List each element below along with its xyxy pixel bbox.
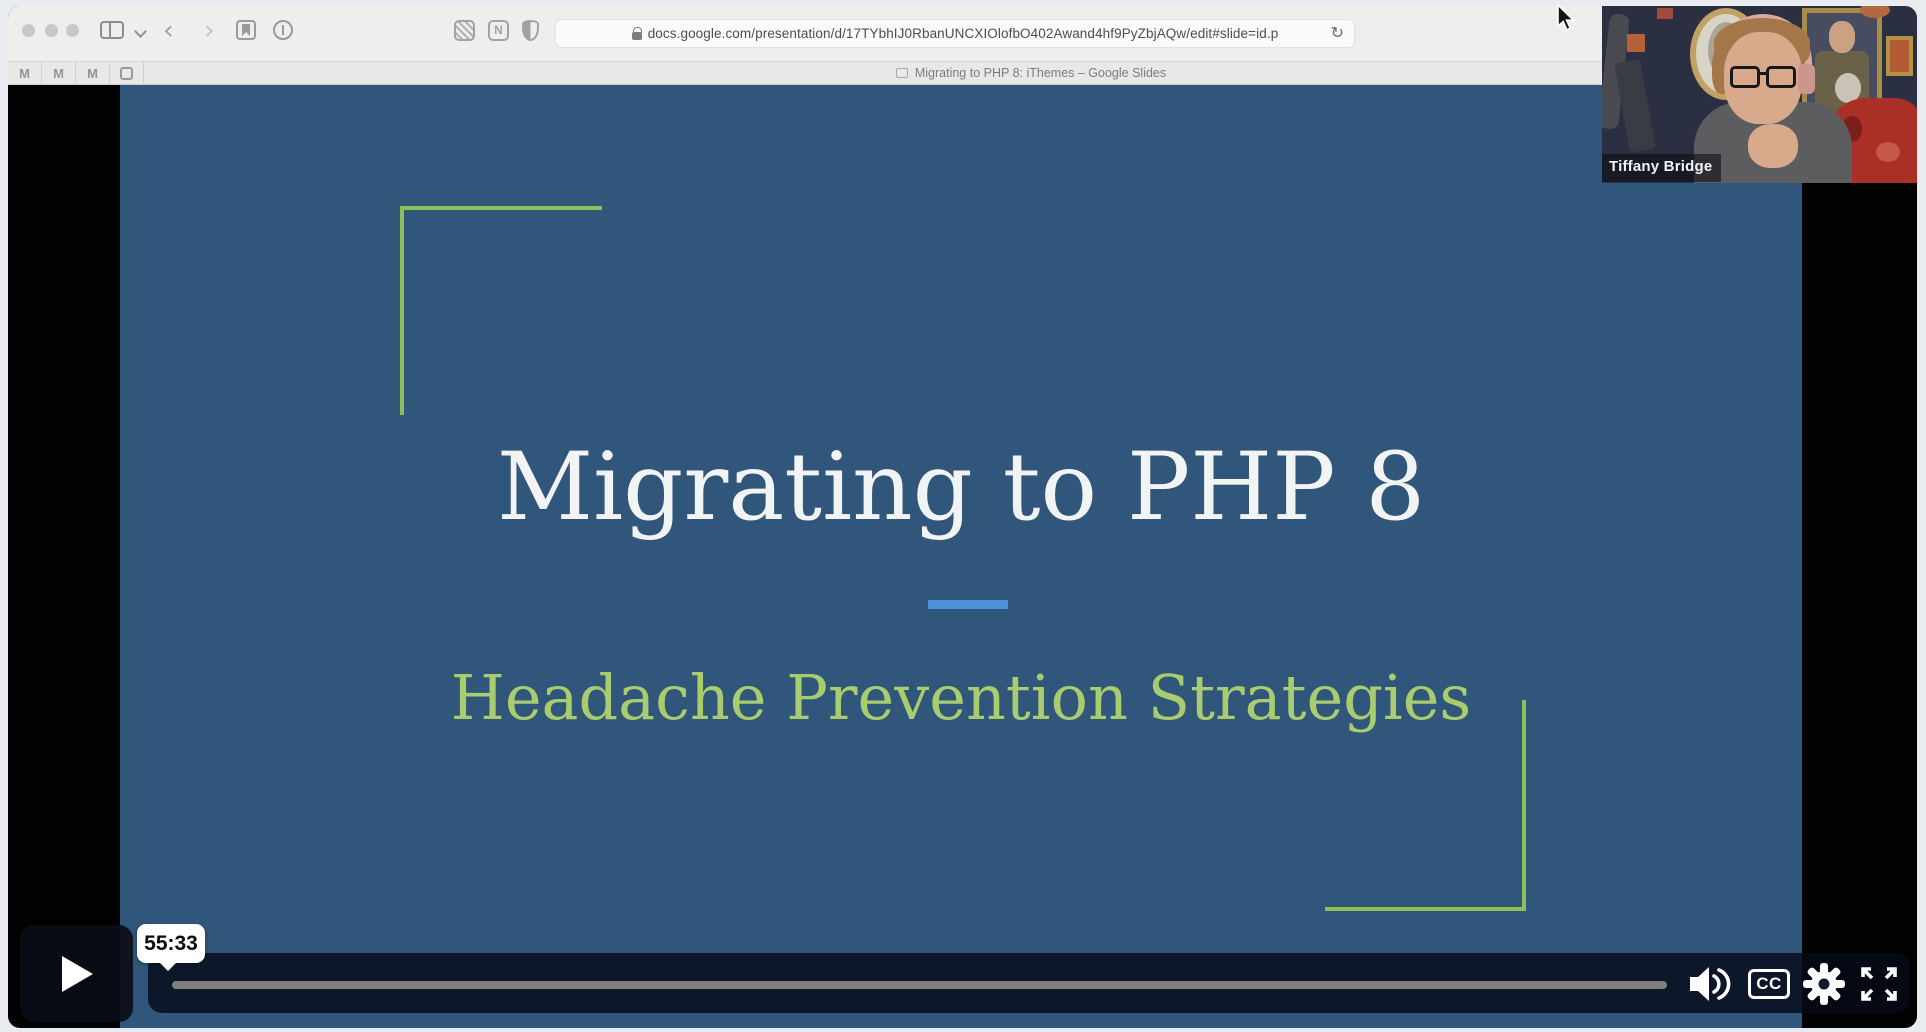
seek-time-tooltip (137, 924, 205, 963)
small-frame-1 (1627, 34, 1645, 52)
privacy-icon[interactable] (273, 20, 293, 40)
mouse-cursor-icon (1556, 4, 1576, 37)
speaker-hands (1748, 124, 1798, 168)
reload-icon[interactable]: ↻ (1330, 23, 1344, 42)
play-button[interactable] (20, 925, 133, 1022)
headphone-cup (1798, 64, 1815, 94)
play-icon (60, 955, 94, 993)
glasses-right-lens (1766, 66, 1796, 88)
pinned-tab-icon (120, 67, 133, 80)
window-close-button[interactable] (22, 24, 35, 37)
video-player[interactable] (8, 6, 1917, 1028)
top-left-bracket-vertical (400, 206, 404, 415)
password-extension-icon[interactable] (522, 20, 539, 41)
chair-pattern-2 (1876, 142, 1900, 162)
glasses-left-lens (1730, 66, 1760, 88)
mic-arm (1614, 59, 1655, 152)
small-frame-2 (1657, 8, 1673, 19)
url-text: docs.google.com/presentation/d/17TYbhIJ0RbanUNCXIOlofbO402Awand4hf9PyZbjAQw/edit#slide=id.p (647, 26, 1279, 41)
seek-time-label: 55:33 (144, 931, 198, 955)
small-gold-frame (1886, 36, 1913, 76)
tab-favicon-icon (896, 68, 908, 78)
notes-extension-icon[interactable] (454, 20, 475, 41)
bookmark-flag-icon (242, 24, 250, 36)
slide-subtitle: Headache Prevention Strategies (450, 661, 1472, 734)
glasses-bridge (1758, 72, 1768, 75)
presentation-slide (120, 85, 1802, 1028)
window-minimize-button[interactable] (45, 24, 58, 37)
captions-button[interactable] (1743, 961, 1795, 1007)
forward-button[interactable]: › (204, 15, 215, 46)
timeline-scrubber[interactable] (172, 981, 1667, 989)
small-frame-3 (1860, 6, 1890, 18)
volume-icon (1689, 965, 1731, 1003)
fullscreen-button[interactable] (1854, 961, 1904, 1007)
notion-extension-icon[interactable]: N (488, 20, 509, 41)
top-left-bracket-horizontal (400, 206, 602, 210)
address-bar[interactable] (555, 19, 1355, 48)
privacy-icon-bar (282, 25, 284, 35)
pinned-tab-gmail-3[interactable]: M (76, 62, 110, 84)
sidebar-toggle-icon[interactable] (100, 21, 124, 39)
back-button[interactable]: ‹ (163, 15, 174, 46)
webcam-overlay (1602, 6, 1917, 183)
pinned-tab-app[interactable] (110, 62, 144, 84)
lock-icon (632, 32, 642, 40)
gear-icon (1803, 963, 1845, 1005)
pinned-tab-gmail-1[interactable]: M (8, 62, 42, 84)
sidebar-divider (109, 23, 111, 37)
tab-title: Migrating to PHP 8: iThemes – Google Slides (914, 66, 1167, 80)
settings-button[interactable] (1799, 961, 1849, 1007)
fullscreen-icon (1859, 965, 1899, 1003)
volume-button[interactable] (1686, 961, 1734, 1007)
window-zoom-button[interactable] (66, 24, 79, 37)
name-badge (1602, 154, 1721, 182)
slide-title: Migrating to PHP 8 (496, 433, 1426, 542)
reading-list-icon[interactable] (236, 20, 256, 40)
speaker-name: Tiffany Bridge (1609, 158, 1713, 175)
player-control-bar (148, 953, 1910, 1013)
portrait-face (1829, 21, 1855, 53)
slide-divider (928, 600, 1008, 609)
cc-icon: CC (1748, 969, 1790, 999)
chevron-down-icon[interactable] (134, 25, 147, 38)
pinned-tab-gmail-2[interactable]: M (42, 62, 76, 84)
bottom-right-bracket-horizontal (1325, 907, 1526, 911)
